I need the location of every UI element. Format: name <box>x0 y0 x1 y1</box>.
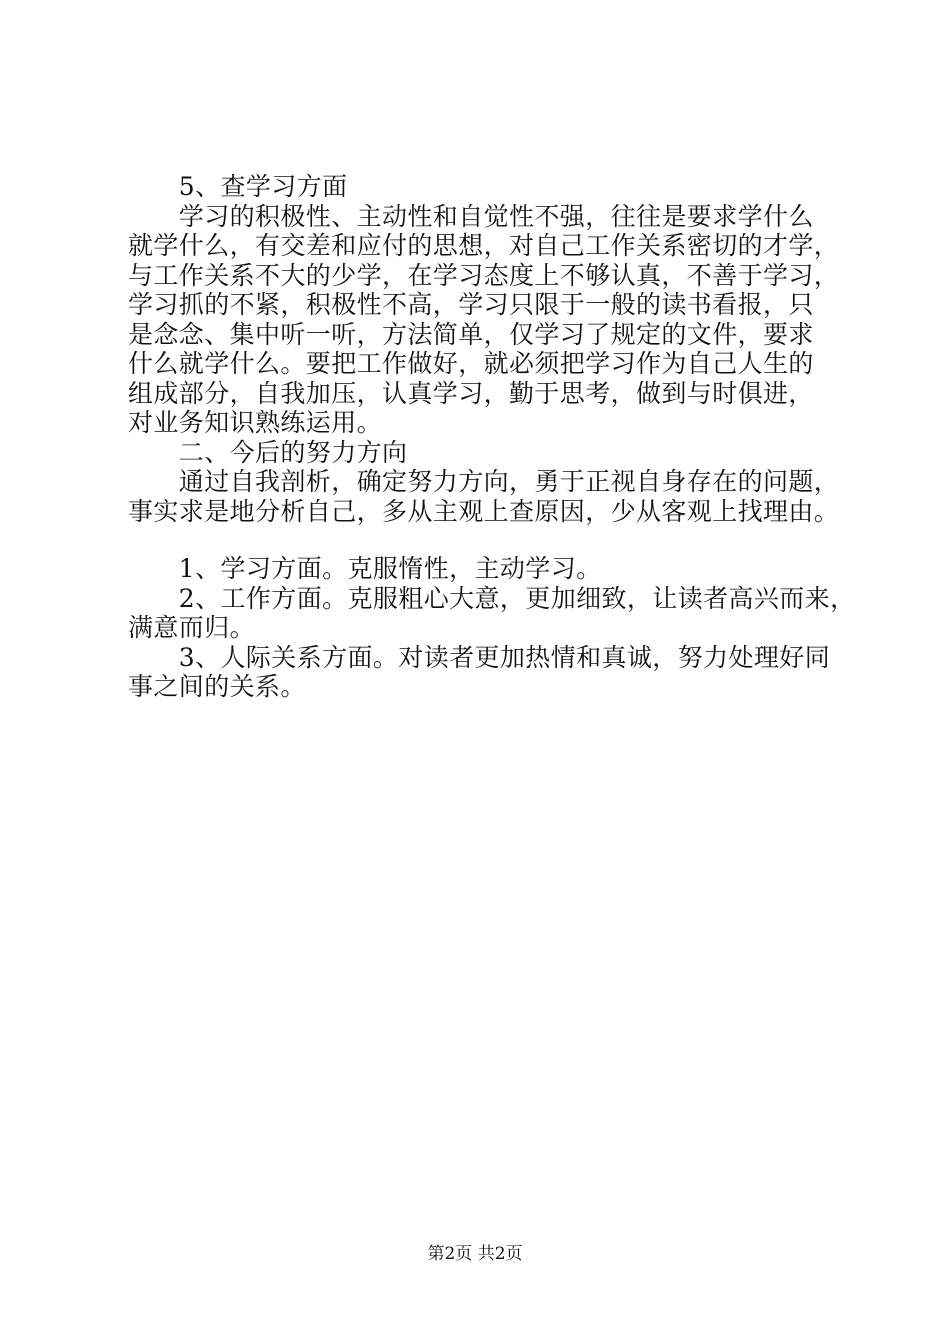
paragraph-line: 事实求是地分析自己，多从主观上查原因，少从客观上找理由。 <box>128 496 840 526</box>
paragraph-line: 组成部分，自我加压，认真学习，勤于思考，做到与时俱进， <box>128 378 814 408</box>
paragraph-line: 学习的积极性、主动性和自觉性不强，往往是要求学什么 <box>128 201 814 231</box>
paragraph-line: 就学什么，有交差和应付的思想，对自己工作关系密切的才学， <box>128 231 840 260</box>
page-footer: 第2页 共2页 <box>427 1244 523 1264</box>
paragraph-gap <box>128 526 848 554</box>
section-heading-direction: 二、今后的努力方向 <box>128 437 408 467</box>
list-item-continuation: 满意而归。 <box>128 613 256 642</box>
section-heading-study: 5、查学习方面 <box>128 172 348 201</box>
paragraph-line: 是念念、集中听一听，方法简单，仅学习了规定的文件，要求 <box>128 319 814 349</box>
paragraph-line: 什么就学什么。要把工作做好，就必须把学习作为自己人生的 <box>128 349 814 378</box>
paragraph-line: 学习抓的不紧，积极性不高，学习只限于一般的读书看报，只 <box>128 290 814 319</box>
list-item: 1、学习方面。克服惰性，主动学习。 <box>128 554 602 583</box>
paragraph-line: 对业务知识熟练运用。 <box>128 408 383 437</box>
paragraph-line: 通过自我剖析，确定努力方向，勇于正视自身存在的问题， <box>128 467 840 496</box>
list-item: 3、人际关系方面。对读者更加热情和真诚，努力处理好同 <box>128 642 831 672</box>
document-body <box>128 172 856 702</box>
paragraph-line: 与工作关系不大的少学，在学习态度上不够认真，不善于学习， <box>128 260 840 290</box>
list-item-continuation: 事之间的关系。 <box>128 672 306 701</box>
list-item: 2、工作方面。克服粗心大意，更加细致，让读者高兴而来， <box>128 583 856 613</box>
